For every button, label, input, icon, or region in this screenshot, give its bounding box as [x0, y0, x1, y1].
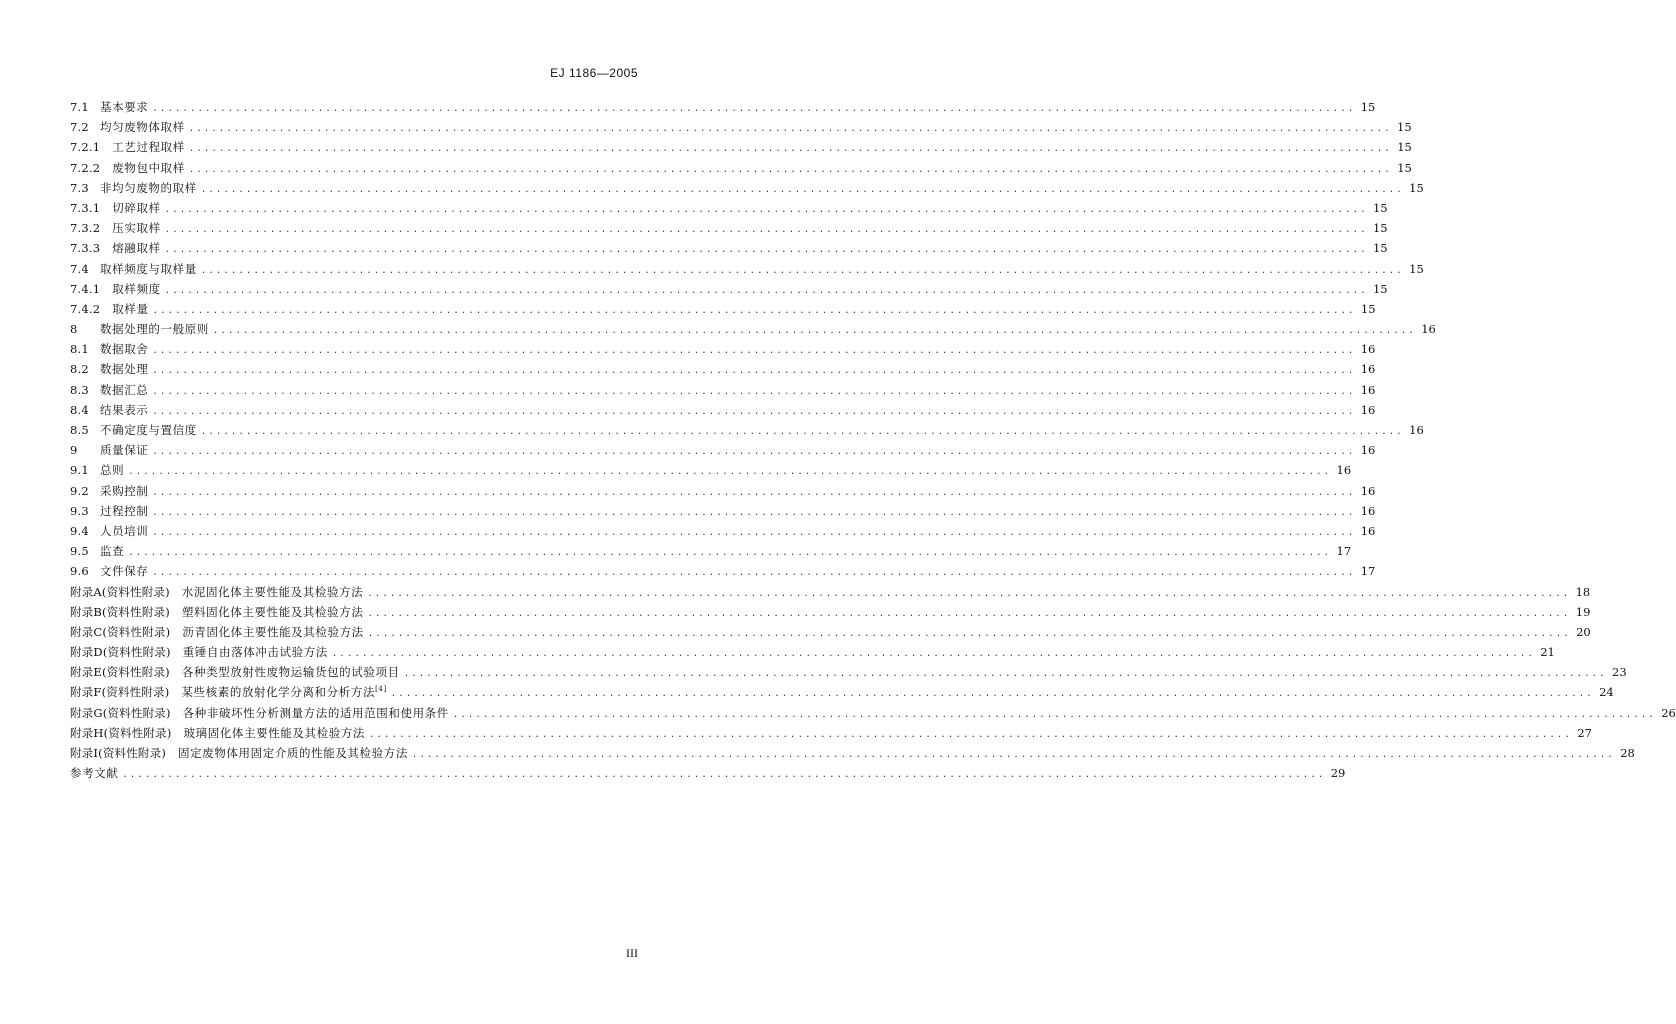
toc-entry-title-text: 人员培训	[100, 523, 149, 538]
toc-entry-page: 17	[1360, 564, 1376, 579]
toc-entry-page: 16	[1360, 503, 1376, 518]
toc-entry-page: 15	[1360, 301, 1376, 316]
toc-entry-number: 附录F(资料性附录)	[70, 685, 170, 700]
toc-entry-number: 9.4	[70, 523, 89, 538]
toc-entry-title-text: 均匀废物体取样	[100, 120, 185, 135]
dot-leader: ................................................................................................................................................................	[331, 649, 1535, 660]
toc-entry-page: 16	[1360, 362, 1376, 377]
toc-entry-title-text: 结果表示	[100, 402, 149, 417]
toc-entry-title	[182, 582, 364, 602]
toc-entry-reference-mark: [4]	[375, 685, 387, 694]
dot-leader: ................................................................................................................................................................	[452, 709, 1656, 720]
toc-entry-title-text: 文件保存	[100, 564, 149, 579]
toc-entry-title-text: 取样量	[112, 301, 149, 316]
toc-entry[interactable]	[70, 158, 1412, 178]
toc-entry-title-text: 总则	[100, 463, 125, 478]
toc-entry-title-text: 数据处理	[100, 362, 149, 377]
toc-entry-title-text: 工艺过程取样	[112, 140, 185, 155]
toc-entry-page: 16	[1360, 382, 1376, 397]
toc-entry-number: 附录G(资料性附录)	[70, 705, 171, 720]
toc-entry-number: 附录H(资料性附录)	[70, 725, 172, 740]
toc-entry-number: 7.2.2	[70, 160, 101, 175]
toc-entry-page: 27	[1577, 725, 1592, 740]
toc-entry-title	[100, 359, 148, 379]
toc-entry-page: 16	[1360, 523, 1376, 538]
toc-entry[interactable]	[70, 359, 1376, 379]
toc-entry-title	[183, 642, 328, 662]
toc-entry-title	[100, 259, 197, 279]
toc-entry-page: 26	[1661, 705, 1676, 720]
toc-entry-page: 15	[1409, 180, 1424, 195]
toc-entry-title	[183, 703, 449, 723]
toc-entry[interactable]	[70, 299, 1376, 319]
toc-entry-number: 7.4.1	[70, 281, 101, 296]
toc-entry-title	[112, 238, 160, 258]
toc-entry-title	[100, 97, 148, 117]
toc-entry-page: 15	[1372, 221, 1388, 236]
toc-entry-title	[100, 339, 148, 359]
dot-leader: ................................................................................................................................................................	[212, 326, 1416, 337]
dot-leader: ................................................................................................................................................................	[152, 104, 1356, 114]
toc-entry[interactable]	[70, 521, 1376, 541]
toc-entry-title-text: 压实取样	[112, 221, 161, 236]
dot-leader: ................................................................................................................................................................	[152, 346, 1356, 357]
toc-entry-number: 7.3.3	[70, 241, 101, 256]
toc-entry[interactable]	[70, 763, 1346, 783]
toc-entry-title-text: 数据取舍	[100, 342, 149, 357]
toc-entry-page: 19	[1575, 604, 1591, 619]
toc-entry[interactable]	[70, 460, 1352, 480]
toc-entry[interactable]	[70, 561, 1376, 581]
toc-entry-title	[100, 501, 148, 521]
toc-entry-number: 7.3.1	[70, 200, 101, 215]
toc-entry-number: 7.2	[70, 120, 89, 135]
toc-entry[interactable]	[70, 218, 1388, 238]
toc-entry-title-text: 质量保证	[100, 443, 149, 458]
dot-leader: ................................................................................................................................................................	[188, 124, 1392, 135]
toc-entry-number: 9.5	[70, 544, 89, 559]
toc-entry-number: 9	[70, 443, 78, 458]
toc-entry-title-text: 取样频度与取样量	[100, 261, 197, 276]
dot-leader: ................................................................................................................................................................	[367, 628, 1571, 639]
toc-entry-title	[178, 743, 408, 763]
toc-entry-page: 16	[1360, 483, 1376, 498]
toc-entry-title-text: 各种类型放射性废物运输货包的试验项目	[181, 665, 400, 680]
toc-entry-title	[100, 460, 124, 480]
dot-leader: ................................................................................................................................................................	[403, 669, 1607, 680]
toc-entry-number: 8.4	[70, 402, 89, 417]
toc-entry-number: 7.2.1	[70, 140, 101, 155]
toc-entry-page: 23	[1612, 665, 1627, 680]
toc-entry[interactable]	[70, 642, 1555, 662]
toc-entry-page: 15	[1397, 160, 1412, 175]
dot-leader: ................................................................................................................................................................	[164, 285, 1368, 296]
toc-entry[interactable]	[70, 481, 1376, 501]
toc-entry-title-text: 熔融取样	[112, 241, 161, 256]
toc-entry-title	[182, 662, 400, 682]
toc-entry-page: 15	[1409, 261, 1424, 276]
dot-leader: ................................................................................................................................................................	[152, 507, 1356, 518]
toc-entry-title-text: 过程控制	[100, 503, 149, 518]
toc-entry-number: 7.4.2	[70, 301, 101, 316]
toc-entry-page: 17	[1336, 544, 1352, 559]
dot-leader: ................................................................................................................................................................	[152, 305, 1356, 316]
toc-entry-page: 15	[1372, 241, 1388, 256]
dot-leader: ................................................................................................................................................................	[152, 447, 1356, 458]
toc-entry[interactable]	[70, 582, 1591, 602]
toc-entry-page: 16	[1360, 342, 1376, 357]
dot-leader: ................................................................................................................................................................	[200, 265, 1404, 276]
dot-leader: ................................................................................................................................................................	[152, 568, 1356, 579]
toc-entry-page: 16	[1360, 402, 1376, 417]
toc-entry-number: 附录I(资料性附录)	[70, 746, 167, 760]
dot-leader: ................................................................................................................................................................	[122, 770, 1326, 781]
toc-entry-number: 8.5	[70, 423, 89, 437]
toc-entry[interactable]	[70, 380, 1376, 400]
toc-entry-number: 9.6	[70, 564, 89, 579]
toc-entry[interactable]	[70, 97, 1376, 117]
toc-entry-title	[112, 158, 185, 178]
toc-entry-title	[100, 440, 148, 460]
toc-entry-title-text: 取样频度	[112, 281, 161, 296]
dot-leader: ................................................................................................................................................................	[367, 588, 1571, 599]
toc-entry-title-text: 废物包中取样	[112, 160, 185, 175]
toc-entry[interactable]	[70, 279, 1388, 299]
toc-entry-title-text: 塑料固化体主要性能及其检验方法	[181, 604, 364, 619]
toc-entry[interactable]	[70, 178, 1424, 198]
toc-entry-title-text: 不确定度与置信度	[100, 423, 197, 437]
toc-entry-page: 16	[1360, 443, 1376, 458]
toc-entry[interactable]	[70, 501, 1376, 521]
toc-entry[interactable]	[70, 622, 1591, 642]
toc-entry-title-text: 采购控制	[100, 483, 149, 498]
toc-entry-page: 18	[1575, 584, 1591, 599]
toc-entry-page: 16	[1409, 423, 1424, 437]
toc-entry-title	[100, 481, 148, 501]
dot-leader: ................................................................................................................................................................	[152, 366, 1356, 377]
toc-entry-number: 9.2	[70, 483, 89, 498]
toc-entry[interactable]	[70, 541, 1352, 561]
dot-leader: ................................................................................................................................................................	[367, 608, 1571, 619]
toc-entry-number: 附录A(资料性附录)	[70, 584, 170, 599]
toc-entry-number: 8.3	[70, 382, 89, 397]
toc-entry-page: 15	[1397, 140, 1412, 155]
toc-entry-number: 7.3.2	[70, 221, 101, 236]
dot-leader: ................................................................................................................................................................	[152, 406, 1356, 417]
toc-entry-page: 15	[1372, 200, 1388, 215]
dot-leader: ................................................................................................................................................................	[188, 144, 1392, 155]
toc-entry-number: 9.3	[70, 503, 89, 518]
toc-entry-title-text: 固定废物体用固定介质的性能及其检验方法	[178, 746, 408, 760]
toc-entry-title	[100, 561, 148, 581]
dot-leader: ................................................................................................................................................................	[128, 548, 1332, 559]
toc-entry-number: 附录B(资料性附录)	[70, 604, 170, 619]
toc-entry-page: 20	[1576, 624, 1591, 639]
toc-entry-page: 28	[1620, 746, 1635, 760]
toc-entry[interactable]	[70, 420, 1424, 440]
toc-entry-title-text: 监查	[100, 544, 125, 559]
toc-entry-number: 7.4	[70, 261, 89, 276]
toc-entry-page: 15	[1360, 100, 1376, 114]
toc-entry-number: 附录D(资料性附录)	[70, 645, 171, 660]
toc-entry-number: 8	[70, 322, 78, 337]
toc-entry-title-text: 切碎取样	[112, 200, 161, 215]
dot-leader: ................................................................................................................................................................	[188, 164, 1392, 175]
toc-entry-number: 附录E(资料性附录)	[70, 665, 170, 680]
dot-leader: ................................................................................................................................................................	[152, 386, 1356, 397]
toc-entry[interactable]	[70, 703, 1676, 723]
dot-leader: ................................................................................................................................................................	[164, 225, 1368, 236]
toc-entry[interactable]	[70, 137, 1412, 157]
toc-entry[interactable]	[70, 743, 1635, 763]
toc-entry-title-text: 某些核素的放射化学分离和分析方法	[181, 685, 376, 700]
toc-entry-number: 7.1	[70, 100, 89, 114]
toc-entry-number: 9.1	[70, 463, 89, 478]
toc-entry[interactable]	[70, 198, 1388, 218]
toc-entry-title	[100, 380, 148, 400]
dot-leader: ................................................................................................................................................................	[128, 467, 1332, 478]
dot-leader: ................................................................................................................................................................	[369, 729, 1572, 740]
toc-entry-title	[182, 622, 364, 642]
toc-entry[interactable]	[70, 319, 1436, 339]
dot-leader: ................................................................................................................................................................	[164, 245, 1368, 256]
toc-entry[interactable]	[70, 117, 1412, 137]
toc-entry-page: 15	[1397, 120, 1412, 135]
toc-entry-title	[100, 400, 148, 420]
toc-entry-title	[112, 218, 160, 238]
toc-entry-page: 21	[1540, 645, 1555, 660]
toc-entry[interactable]	[70, 238, 1388, 258]
toc-entry[interactable]	[70, 662, 1627, 682]
toc-entry-title-text: 重锤自由落体冲击试验方法	[182, 645, 328, 660]
toc-entry-title	[112, 198, 160, 218]
toc-entry-title-text: 玻璃固化体主要性能及其检验方法	[183, 725, 366, 740]
dot-leader: ................................................................................................................................................................	[200, 184, 1404, 195]
dot-leader: ................................................................................................................................................................	[152, 487, 1356, 498]
dot-leader: ................................................................................................................................................................	[164, 204, 1368, 215]
toc-entry-title-text: 沥青固化体主要性能及其检验方法	[182, 624, 364, 639]
toc-entry-title	[112, 279, 160, 299]
toc-entry-title-text: 参考文献	[70, 766, 119, 781]
toc-entry-number: 附录C(资料性附录)	[70, 624, 171, 639]
toc-entry-title	[184, 723, 366, 743]
dot-leader: ................................................................................................................................................................	[390, 689, 1594, 700]
page-number: III	[626, 946, 638, 960]
toc-entry[interactable]	[70, 682, 1614, 702]
toc-entry-title	[100, 117, 185, 137]
document-code: EJ 1186—2005	[550, 66, 638, 80]
toc-entry-title	[100, 319, 209, 339]
toc-entry-title-text: 数据汇总	[100, 382, 149, 397]
toc-entry-title	[100, 521, 148, 541]
toc-entry-title	[181, 682, 386, 702]
toc-entry[interactable]	[70, 339, 1376, 359]
dot-leader: ................................................................................................................................................................	[411, 750, 1615, 760]
toc-entry[interactable]	[70, 259, 1424, 279]
dot-leader: ................................................................................................................................................................	[152, 527, 1356, 538]
toc-entry-page: 16	[1336, 463, 1352, 478]
toc-entry-title-text: 各种非破坏性分析测量方法的适用范围和使用条件	[182, 705, 449, 720]
toc-entry-number: 8.2	[70, 362, 89, 377]
toc-entry-title	[70, 763, 118, 783]
toc-entry[interactable]	[70, 400, 1376, 420]
dot-leader: ................................................................................................................................................................	[200, 427, 1404, 437]
toc-entry-title	[112, 137, 185, 157]
toc-entry-title	[182, 602, 364, 622]
toc-entry[interactable]	[70, 602, 1591, 622]
toc-entry-title-text: 基本要求	[100, 100, 149, 114]
toc-entry-title-text: 非均匀废物的取样	[100, 180, 197, 195]
toc-entry-number: 8.1	[70, 342, 89, 357]
toc-entry-title	[100, 420, 197, 440]
toc-entry-page: 29	[1330, 766, 1346, 781]
toc-entry-title-text: 水泥固化体主要性能及其检验方法	[181, 584, 364, 599]
toc-entry[interactable]	[70, 723, 1592, 743]
toc-entry-title	[100, 541, 124, 561]
toc-entry-page: 24	[1599, 685, 1614, 700]
toc-entry-title	[100, 178, 197, 198]
toc-entry-title-text: 数据处理的一般原则	[100, 322, 209, 337]
toc-entry[interactable]	[70, 440, 1376, 460]
table-of-contents	[70, 97, 1676, 783]
toc-entry-page: 15	[1372, 281, 1388, 296]
toc-entry-number: 7.3	[70, 180, 89, 195]
toc-entry-title	[112, 299, 148, 319]
toc-entry-page: 16	[1421, 322, 1436, 337]
